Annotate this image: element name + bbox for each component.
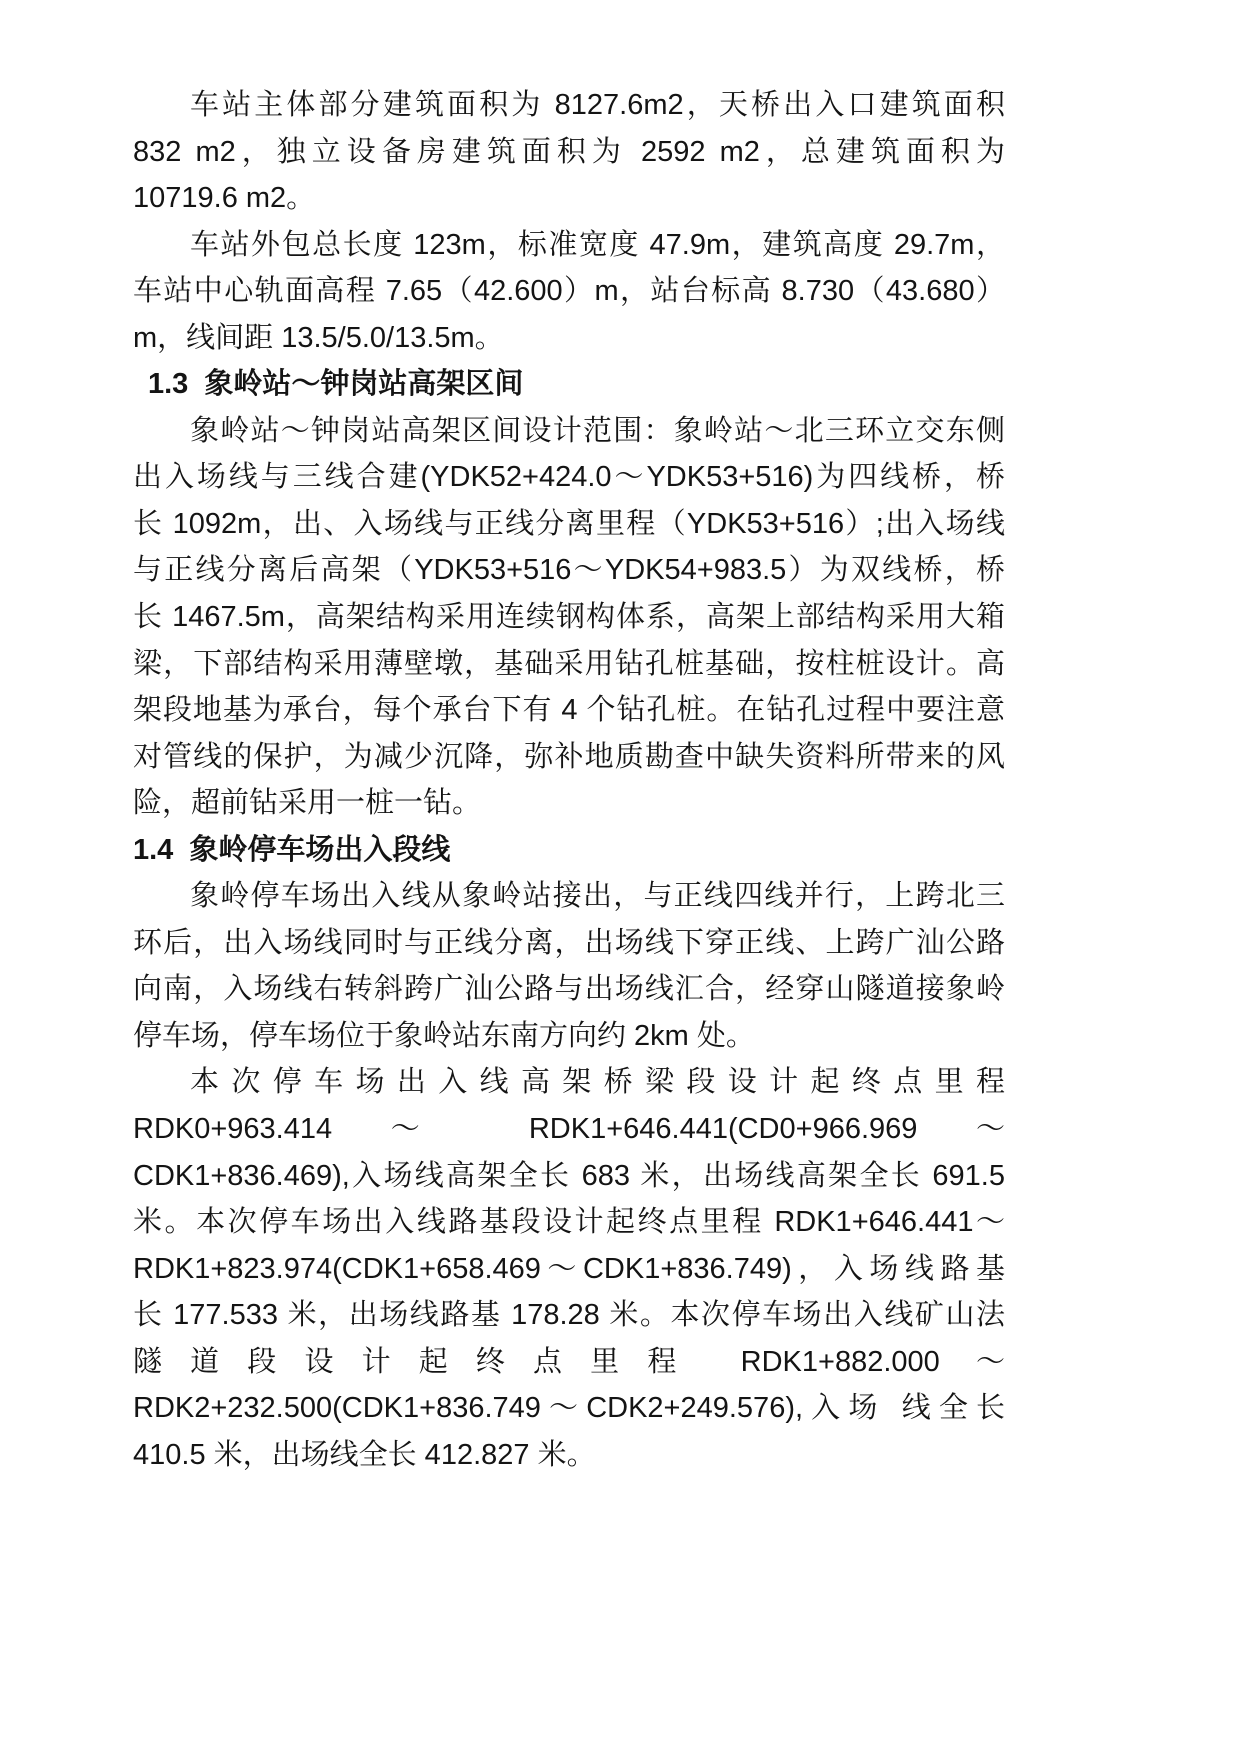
section-number: 1.4: [133, 833, 174, 866]
document-body: [133, 82, 1005, 1478]
paragraph-line: CDK1+836.469),入场线高架全长 683 米，出场线高架全长 691.5: [133, 1159, 1005, 1192]
paragraph-line: 米。本次停车场出入线路基段设计起终点里程 RDK1+646.441～: [133, 1206, 1005, 1239]
section-number: 1.3: [148, 368, 189, 401]
paragraph-line: 长 1467.5m，高架结构采用连续钢构体系，高架上部结构采用大箱: [133, 601, 1005, 634]
paragraph-line: 410.5 米，出场线全长 412.827 米。: [133, 1438, 596, 1471]
section-heading: [133, 361, 1005, 408]
paragraph-line: 长 1092m，出、入场线与正线分离里程（YDK53+516）;出入场线: [133, 507, 1005, 540]
paragraph-line: m，线间距 13.5/5.0/13.5m。: [133, 321, 504, 354]
paragraph-line: 梁，下部结构采用薄壁墩，基础采用钻孔桩基础，按柱桩设计。高: [133, 647, 1005, 680]
paragraph-line: 险，超前钻采用一桩一钻。: [133, 787, 482, 820]
paragraph-line: 隧道段设计起终点里程 RDK1+882.000 ～: [133, 1345, 1005, 1378]
paragraph-line: 本次停车场出入线高架桥梁段设计起终点里程: [190, 1066, 1005, 1099]
paragraph-line: 停车场，停车场位于象岭站东南方向约 2km 处。: [133, 1019, 755, 1052]
paragraph-line: 向南，入场线右转斜跨广汕公路与出场线汇合，经穿山隧道接象岭: [133, 973, 1005, 1006]
paragraph: [133, 873, 1005, 1059]
paragraph: [133, 222, 1005, 362]
paragraph-line: 对管线的保护，为减少沉降，弥补地质勘查中缺失资料所带来的风: [133, 740, 1005, 773]
section-heading: [133, 827, 1005, 874]
paragraph-line: 832 m2，独立设备房建筑面积为 2592 m2，总建筑面积为: [133, 135, 1005, 168]
paragraph: [133, 408, 1005, 827]
paragraph-line: 车站主体部分建筑面积为 8127.6m2，天桥出入口建筑面积: [190, 89, 1005, 121]
paragraph-line: 象岭站～钟岗站高架区间设计范围：象岭站～北三环立交东侧: [190, 414, 1005, 447]
paragraph: [133, 1059, 1005, 1478]
section-title: 象岭站～钟岗站高架区间: [204, 368, 524, 401]
paragraph: [133, 82, 1005, 222]
paragraph-line: 出入场线与三线合建(YDK52+424.0～YDK53+516)为四线桥，桥: [133, 461, 1005, 494]
paragraph-line: RDK2+232.500(CDK1+836.749～CDK2+249.576),入场 线全长: [133, 1392, 1005, 1425]
paragraph-line: 与正线分离后高架（YDK53+516～YDK54+983.5）为双线桥，桥: [133, 554, 1005, 587]
paragraph-line: 10719.6 m2。: [133, 182, 316, 215]
paragraph-line: 架段地基为承台，每个承台下有 4 个钻孔桩。在钻孔过程中要注意: [133, 694, 1005, 727]
paragraph-line: RDK1+823.974(CDK1+658.469～CDK1+836.749)，入场线路基: [133, 1252, 1005, 1285]
paragraph-line: 象岭停车场出入线从象岭站接出，与正线四线并行，上跨北三: [190, 880, 1005, 913]
section-title: 象岭停车场出入段线: [189, 833, 451, 866]
paragraph-line: 车站中心轨面高程 7.65（42.600）m，站台标高 8.730（43.680）: [133, 275, 1005, 308]
paragraph-line: 车站外包总长度 123m，标准宽度 47.9m，建筑高度 29.7m，: [190, 228, 1005, 261]
paragraph-line: 环后，出入场线同时与正线分离，出场线下穿正线、上跨广汕公路: [133, 926, 1005, 959]
paragraph-line: 长 177.533 米，出场线路基 178.28 米。本次停车场出入线矿山法: [133, 1299, 1005, 1332]
paragraph-line: RDK0+963.414 ～ RDK1+646.441(CD0+966.969 ～: [133, 1113, 1005, 1146]
